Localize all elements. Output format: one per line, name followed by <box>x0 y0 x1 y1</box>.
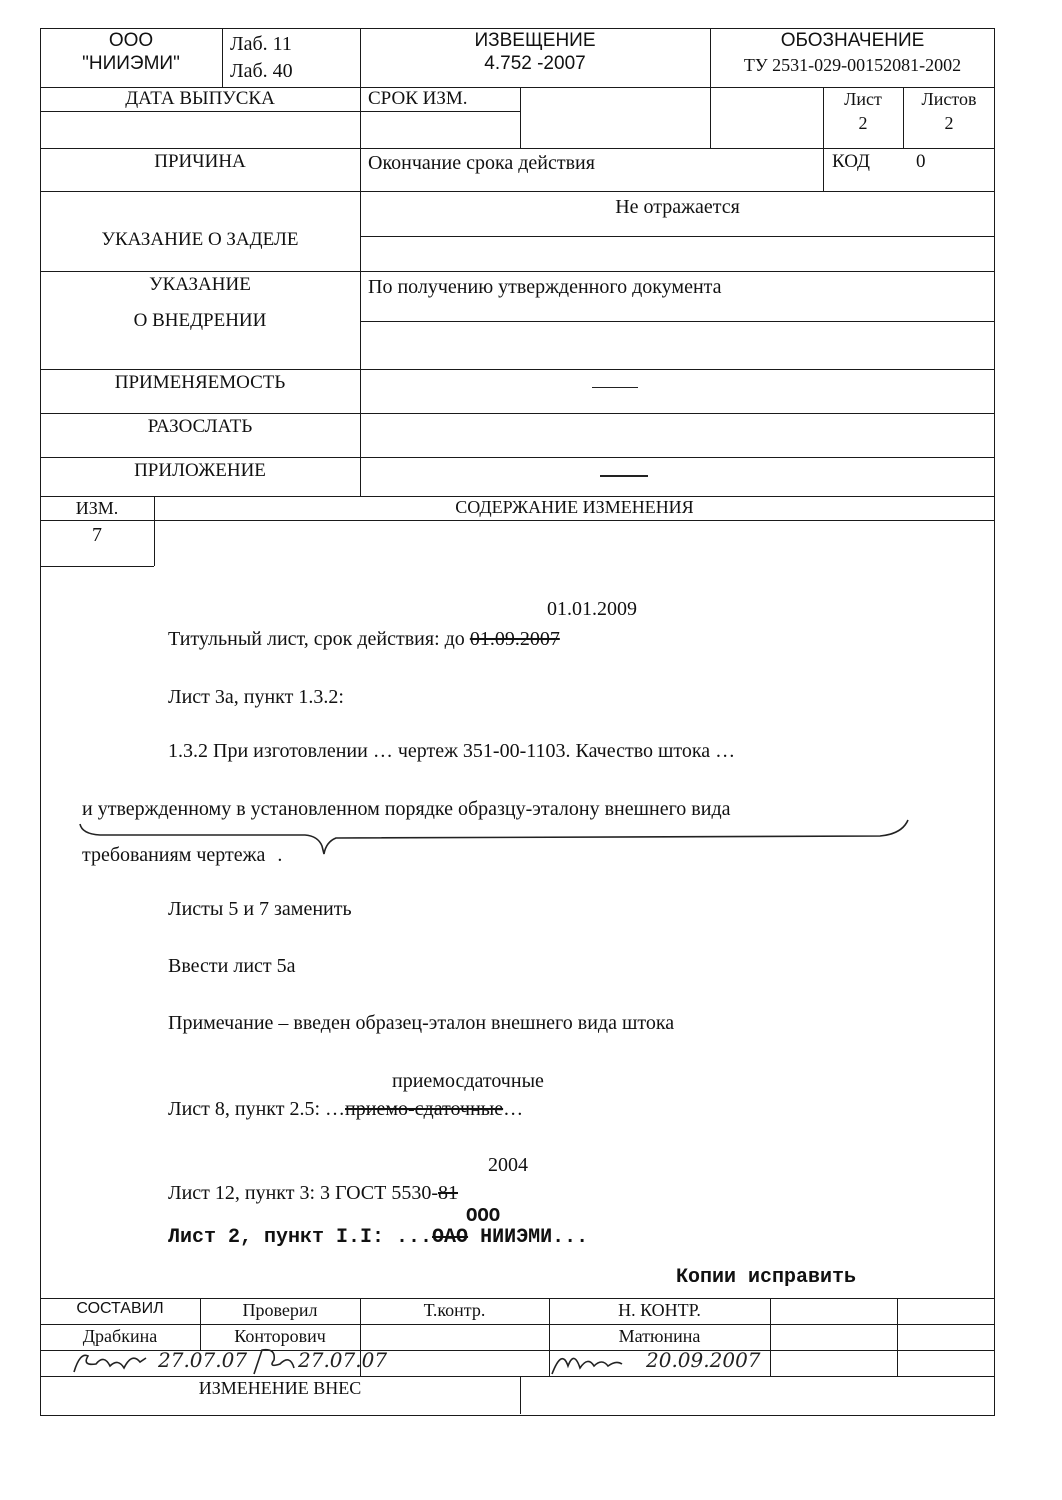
change-term-label: СРОК ИЗМ. <box>368 88 468 109</box>
org-type: ООО <box>108 30 154 51</box>
sheet-8-text: Лист 8, пункт 2.5: … <box>168 1098 346 1120</box>
checked-label: Проверил <box>242 1300 318 1320</box>
notice-label: ИЗВЕЩЕНИЕ <box>474 30 596 51</box>
title-term-struck: 01.09.2007 <box>469 628 560 650</box>
implementation-label-1: УКАЗАНИЕ <box>149 274 251 295</box>
sig1-date: 27.07.07 <box>158 1348 248 1372</box>
tcontrol-label: Т.контр. <box>423 1300 486 1320</box>
signature-checked <box>250 1346 300 1378</box>
reason-label: ПРИЧИНА <box>154 151 246 172</box>
code-value: 0 <box>916 151 926 172</box>
applicability-label: ПРИМЕНЯЕМОСТЬ <box>114 372 286 393</box>
notice-number: 4.752 -2007 <box>484 53 586 74</box>
change-number: 7 <box>92 524 102 546</box>
change-made-label: ИЗМЕНЕНИЕ ВНЕС <box>198 1378 362 1398</box>
sheet-8-struck: приемо-сдаточные <box>345 1098 504 1120</box>
sheet-3a-line: Лист 3а, пункт 1.3.2: <box>168 686 344 708</box>
signature-compiled <box>70 1346 150 1378</box>
implementation-value: По получению утвержденного документа <box>368 276 722 298</box>
lab-1: Лаб. 11 <box>230 33 292 55</box>
clause-132-line: 1.3.2 При изготовлении … чертеж 351-00-1103. Качество штока … <box>168 740 736 762</box>
code-label: КОД <box>832 151 870 172</box>
sig2-date: 27.07.07 <box>298 1348 388 1372</box>
issue-date-label: ДАТА ВЫПУСКА <box>125 88 275 109</box>
drawing-req-end: . <box>277 844 283 866</box>
sheet-8-end: … <box>503 1098 524 1120</box>
designation-label: ОБОЗНАЧЕНИЕ <box>780 30 925 51</box>
sheets-label: Листов <box>921 89 977 109</box>
compiled-name: Драбкина <box>82 1326 158 1346</box>
gost-year-insert: 2004 <box>488 1154 528 1176</box>
drawing-req-line <box>82 844 282 867</box>
sheet-2-line <box>168 1226 588 1249</box>
ncontrol-name: Матюнина <box>618 1326 701 1346</box>
org-name: "НИИЭМИ" <box>82 53 180 74</box>
sheets-value: 2 <box>944 113 954 133</box>
signature-ncontrol <box>548 1346 638 1378</box>
backlog-value: Не отражается <box>615 196 740 218</box>
appendix-dash <box>600 475 648 477</box>
sheet-value: 2 <box>858 113 868 133</box>
implementation-label-2: О ВНЕДРЕНИИ <box>133 310 267 331</box>
sheet-12-struck: 81 <box>438 1182 459 1204</box>
org-type-insert: ООО <box>466 1205 501 1227</box>
title-term-text: Титульный лист, срок действия: до <box>168 628 470 650</box>
applicability-dash <box>592 387 638 388</box>
checked-name: Конторович <box>234 1326 326 1346</box>
lab-2: Лаб. 40 <box>230 60 293 82</box>
sheet-2-end: НИИЭМИ... <box>468 1226 589 1249</box>
sheet-2-struck: ОАО <box>432 1226 469 1249</box>
title-term-line <box>168 628 560 651</box>
appendix-label: ПРИЛОЖЕНИЕ <box>134 460 266 481</box>
sheet-label: Лист <box>844 89 882 109</box>
ncontrol-label: Н. КОНТР. <box>618 1300 701 1320</box>
new-sheet-line: Ввести лист 5а <box>168 955 296 977</box>
sheet-12-text: Лист 12, пункт 3: 3 ГОСТ 5530- <box>168 1182 439 1204</box>
change-label: ИЗМ. <box>75 498 119 518</box>
sheet-8-line <box>168 1098 523 1121</box>
drawing-req-text: требованиям чертежа <box>82 844 266 866</box>
replace-sheets-line: Листы 5 и 7 заменить <box>168 898 352 920</box>
title-date-insert: 01.01.2009 <box>547 598 637 620</box>
acceptance-insert: приемосдаточные <box>392 1070 544 1092</box>
send-to-label: РАЗОСЛАТЬ <box>147 416 253 437</box>
sheet-12-line <box>168 1182 458 1205</box>
note-line: Примечание – введен образец-эталон внешнего вида штока <box>168 1012 675 1034</box>
insert-sample-line: и утвержденному в установленном порядке образцу-эталону внешнего вида <box>82 798 731 820</box>
sig3-date: 20.09.2007 <box>646 1348 761 1372</box>
compiled-label: СОСТАВИЛ <box>76 1300 164 1317</box>
correct-copies-line: Копии исправить <box>676 1266 857 1289</box>
reason-value: Окончание срока действия <box>368 152 595 174</box>
content-label: СОДЕРЖАНИЕ ИЗМЕНЕНИЯ <box>455 497 694 517</box>
backlog-label: УКАЗАНИЕ О ЗАДЕЛЕ <box>101 229 299 250</box>
sheet-2-text: Лист 2, пункт I.I: ... <box>168 1226 433 1249</box>
designation-value: ТУ 2531-029-00152081-2002 <box>743 55 962 75</box>
